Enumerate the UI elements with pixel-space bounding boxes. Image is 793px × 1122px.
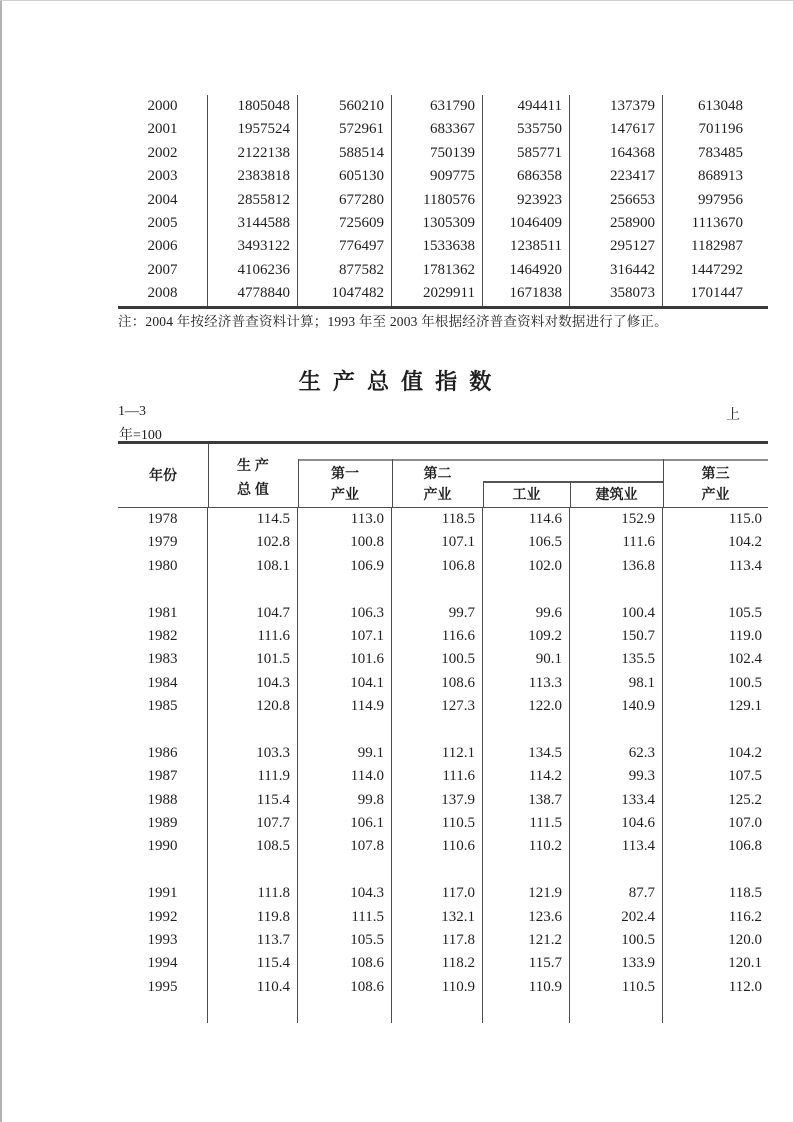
table-cell: 108.6 <box>298 952 392 975</box>
table-row <box>118 719 768 742</box>
base-note-left: 年=100 <box>119 428 162 443</box>
table-row <box>118 602 768 625</box>
table-cell: 111.9 <box>208 765 298 788</box>
table-cell: 100.5 <box>392 648 483 671</box>
table-cell: 116.6 <box>392 625 483 648</box>
table-cell: 1701447 <box>690 285 743 302</box>
table-cell: 1994 <box>118 952 208 975</box>
table-row <box>118 952 768 975</box>
table-cell: 223417 <box>570 165 663 188</box>
table-cell: 120.8 <box>208 695 298 718</box>
table-row <box>118 578 768 601</box>
table-cell: 2005 <box>118 212 208 235</box>
table-cell: 140.9 <box>570 695 663 718</box>
table-cell: 110.5 <box>392 812 483 835</box>
table-cell: 1046409 <box>483 212 570 235</box>
table-cell: 1305309 <box>392 212 483 235</box>
table-row <box>118 259 768 282</box>
table-cell: 868913 <box>698 168 743 185</box>
table-cell: 2007 <box>118 259 208 282</box>
table-row <box>118 142 768 165</box>
table-cell: 677280 <box>298 189 392 212</box>
table-cell: 631790 <box>392 95 483 118</box>
table-cell: 107.0 <box>728 815 762 832</box>
table-cell: 1985 <box>118 695 208 718</box>
table-cell: 116.2 <box>728 908 762 925</box>
table-cell: 108.6 <box>298 976 392 999</box>
table-cell: 117.8 <box>392 929 483 952</box>
table-cell: 106.9 <box>298 555 392 578</box>
table-cell <box>570 859 663 882</box>
table-cell: 164368 <box>570 142 663 165</box>
table-cell: 114.2 <box>483 765 570 788</box>
base-note-wrap-right: 上 <box>726 408 740 423</box>
table-cell: 113.4 <box>728 557 762 574</box>
table-row <box>118 648 768 671</box>
table-cell: 127.3 <box>392 695 483 718</box>
industry-box-rule <box>483 481 663 483</box>
table-cell: 111.6 <box>570 531 663 554</box>
table-cell: 110.4 <box>208 976 298 999</box>
table-cell: 4106236 <box>208 259 298 282</box>
table-cell: 1182987 <box>691 238 743 255</box>
table-cell: 686358 <box>483 165 570 188</box>
section-title: 生 产 总 值 指 数 <box>298 369 495 394</box>
table-cell: 104.2 <box>728 534 762 551</box>
table-row <box>118 929 768 952</box>
table-cell: 121.2 <box>483 929 570 952</box>
table-cell: 494411 <box>483 95 570 118</box>
table-cell <box>118 719 208 742</box>
table-cell: 909775 <box>392 165 483 188</box>
table-cell: 108.6 <box>392 672 483 695</box>
table-row <box>118 695 768 718</box>
table-cell: 122.0 <box>483 695 570 718</box>
table-row <box>118 976 768 999</box>
table-cell: 114.6 <box>483 508 570 531</box>
table-cell: 2122138 <box>208 142 298 165</box>
table-cell: 2008 <box>118 282 208 305</box>
gdp-index-table <box>118 441 768 1023</box>
table-cell: 202.4 <box>570 906 663 929</box>
table-cell: 133.9 <box>570 952 663 975</box>
table-cell: 1982 <box>118 625 208 648</box>
table-cell <box>298 999 392 1022</box>
table-cell <box>663 578 768 601</box>
table-cell: 100.5 <box>570 929 663 952</box>
table-cell: 118.2 <box>392 952 483 975</box>
table-cell <box>570 999 663 1022</box>
header-industry: 工业 <box>512 486 541 502</box>
table-cell: 107.1 <box>392 531 483 554</box>
table-cell: 256653 <box>570 189 663 212</box>
header-gdp-line2: 总 值 <box>237 481 269 497</box>
table-cell <box>483 999 570 1022</box>
table-row <box>118 999 768 1022</box>
table-cell <box>118 999 208 1022</box>
table-cell <box>570 719 663 742</box>
table-cell <box>208 999 298 1022</box>
table-row <box>118 165 768 188</box>
table-cell: 112.1 <box>392 742 483 765</box>
table-cell <box>483 719 570 742</box>
table-cell: 1238511 <box>483 235 570 258</box>
table-row <box>118 235 768 258</box>
table-cell: 133.4 <box>570 789 663 812</box>
table-cell: 101.6 <box>298 648 392 671</box>
table-cell: 99.8 <box>298 789 392 812</box>
table-cell: 103.3 <box>208 742 298 765</box>
table-cell: 1978 <box>118 508 208 531</box>
table-row <box>118 789 768 812</box>
table-cell: 99.3 <box>570 765 663 788</box>
table-cell <box>298 578 392 601</box>
table-cell: 588514 <box>298 142 392 165</box>
table-cell: 106.1 <box>298 812 392 835</box>
table-cell: 104.2 <box>728 744 762 761</box>
scan-left-edge <box>0 0 2 1122</box>
table-cell: 1464920 <box>483 259 570 282</box>
header-secondary-line2: 产业 <box>423 486 452 502</box>
table-cell: 2006 <box>118 235 208 258</box>
table-cell: 1986 <box>118 742 208 765</box>
table-cell: 107.8 <box>298 835 392 858</box>
table-cell: 105.5 <box>728 604 762 621</box>
table-cell: 923923 <box>483 189 570 212</box>
table-row <box>118 859 768 882</box>
table-cell: 1990 <box>118 835 208 858</box>
table-row <box>118 672 768 695</box>
table-cell: 137.9 <box>392 789 483 812</box>
table-cell: 560210 <box>298 95 392 118</box>
table-cell: 535750 <box>483 118 570 141</box>
table-cell: 125.2 <box>728 791 762 808</box>
table-cell: 2001 <box>118 118 208 141</box>
table-cell: 114.5 <box>208 508 298 531</box>
table-cell: 113.3 <box>483 672 570 695</box>
table-cell: 137379 <box>570 95 663 118</box>
table-cell <box>663 859 768 882</box>
table-cell: 135.5 <box>570 648 663 671</box>
table-cell <box>663 999 768 1022</box>
table-cell: 107.1 <box>298 625 392 648</box>
table-cell: 776497 <box>298 235 392 258</box>
header-primary-line1: 第一 <box>331 465 359 481</box>
table-cell: 98.1 <box>570 672 663 695</box>
table-cell: 101.5 <box>208 648 298 671</box>
table-cell <box>118 578 208 601</box>
table-cell <box>298 719 392 742</box>
table-cell: 106.8 <box>728 838 762 855</box>
table-number: 1—3 <box>118 404 146 419</box>
table-cell: 997956 <box>698 191 743 208</box>
table-cell: 62.3 <box>570 742 663 765</box>
table-cell: 106.3 <box>298 602 392 625</box>
table-cell: 1671838 <box>483 282 570 305</box>
table-cell <box>392 719 483 742</box>
table-cell <box>663 719 768 742</box>
table-cell: 152.9 <box>570 508 663 531</box>
table-cell: 877582 <box>298 259 392 282</box>
table-cell: 2004 <box>118 189 208 212</box>
table-cell: 1993 <box>118 929 208 952</box>
table-cell: 107.7 <box>208 812 298 835</box>
table-cell: 100.8 <box>298 531 392 554</box>
table-row <box>118 531 768 554</box>
table-cell <box>483 859 570 882</box>
table-cell: 120.0 <box>728 932 762 949</box>
table-cell: 1984 <box>118 672 208 695</box>
table-cell: 295127 <box>570 235 663 258</box>
table-cell: 1995 <box>118 976 208 999</box>
table-cell: 725609 <box>298 212 392 235</box>
table-cell: 99.6 <box>483 602 570 625</box>
table-cell <box>570 578 663 601</box>
table-cell: 150.7 <box>570 625 663 648</box>
table-cell: 102.4 <box>728 651 762 668</box>
table-cell: 110.9 <box>483 976 570 999</box>
table-cell <box>392 578 483 601</box>
table-cell: 104.3 <box>208 672 298 695</box>
table-cell: 2383818 <box>208 165 298 188</box>
table-cell: 115.7 <box>483 952 570 975</box>
table-cell: 102.0 <box>483 555 570 578</box>
table-cell: 100.5 <box>728 674 762 691</box>
table-caption-line <box>118 404 768 424</box>
table-cell: 111.8 <box>208 882 298 905</box>
table-cell <box>118 859 208 882</box>
table-cell: 2029911 <box>392 282 483 305</box>
table-cell: 120.1 <box>728 955 762 972</box>
table-cell: 90.1 <box>483 648 570 671</box>
table-cell: 115.4 <box>208 789 298 812</box>
table-row <box>118 189 768 212</box>
table-cell: 114.9 <box>298 695 392 718</box>
table-footnote: 注：2004 年按经济普查资料计算；1993 年至 2003 年根据经济普查资料对数据进行了修正。 <box>118 314 668 329</box>
table-cell: 1992 <box>118 906 208 929</box>
table-cell: 115.0 <box>728 511 762 527</box>
table-cell: 1981 <box>118 602 208 625</box>
gdp-value-table-continuation <box>118 95 768 309</box>
header-tertiary-line1: 第三 <box>701 465 730 481</box>
table-row <box>118 906 768 929</box>
table-cell: 1987 <box>118 765 208 788</box>
table-cell: 104.6 <box>570 812 663 835</box>
table-cell: 104.1 <box>298 672 392 695</box>
table-cell: 112.0 <box>728 978 762 995</box>
table-cell: 123.6 <box>483 906 570 929</box>
table-cell: 1991 <box>118 882 208 905</box>
table-cell: 110.5 <box>570 976 663 999</box>
table-cell: 358073 <box>570 282 663 305</box>
table-cell: 121.9 <box>483 882 570 905</box>
table-cell: 1047482 <box>298 282 392 305</box>
table-cell: 750139 <box>392 142 483 165</box>
table-cell: 605130 <box>298 165 392 188</box>
table-cell: 132.1 <box>392 906 483 929</box>
table-cell: 4778840 <box>208 282 298 305</box>
table-cell: 3144588 <box>208 212 298 235</box>
table-cell: 113.0 <box>298 508 392 531</box>
table-cell: 107.5 <box>728 768 762 785</box>
header-year: 年份 <box>149 467 177 483</box>
table-cell: 114.0 <box>298 765 392 788</box>
table-cell: 87.7 <box>570 882 663 905</box>
table-cell: 136.8 <box>570 555 663 578</box>
table-row <box>118 765 768 788</box>
table-cell: 585771 <box>483 142 570 165</box>
table-cell: 1957524 <box>208 118 298 141</box>
table-cell: 111.6 <box>392 765 483 788</box>
table-cell: 316442 <box>570 259 663 282</box>
table-cell: 258900 <box>570 212 663 235</box>
table-cell: 613048 <box>698 98 743 114</box>
table-cell <box>208 719 298 742</box>
table-cell: 138.7 <box>483 789 570 812</box>
table-cell: 110.6 <box>392 835 483 858</box>
table-cell: 99.1 <box>298 742 392 765</box>
subheader-rule <box>298 459 768 461</box>
table-cell: 1113670 <box>691 214 743 231</box>
gdp-index-table-body <box>118 508 768 1023</box>
table-cell <box>208 578 298 601</box>
table-cell: 134.5 <box>483 742 570 765</box>
table-cell: 129.1 <box>728 698 762 715</box>
table-cell: 1180576 <box>392 189 483 212</box>
table-cell: 109.2 <box>483 625 570 648</box>
header-secondary-industry <box>392 463 483 505</box>
table-cell: 115.4 <box>208 952 298 975</box>
header-primary-industry <box>298 463 392 505</box>
table-cell: 783485 <box>698 144 743 161</box>
table-cell: 2003 <box>118 165 208 188</box>
table-cell <box>208 859 298 882</box>
table-cell: 104.3 <box>298 882 392 905</box>
table-row <box>118 508 768 531</box>
table-cell: 572961 <box>298 118 392 141</box>
header-tertiary-line2: 产业 <box>701 486 730 502</box>
table-cell: 1980 <box>118 555 208 578</box>
table-cell: 118.5 <box>392 508 483 531</box>
table-cell: 102.8 <box>208 531 298 554</box>
table-cell: 111.6 <box>208 625 298 648</box>
table-cell: 105.5 <box>298 929 392 952</box>
table-cell: 1979 <box>118 531 208 554</box>
table-cell: 111.5 <box>483 812 570 835</box>
table-cell: 1805048 <box>208 95 298 118</box>
table-cell: 1983 <box>118 648 208 671</box>
table-cell <box>298 859 392 882</box>
gdp-value-table-body <box>118 95 768 306</box>
header-primary-line2: 产业 <box>331 486 359 502</box>
table-cell: 99.7 <box>392 602 483 625</box>
header-construction: 建筑业 <box>595 486 638 502</box>
table-cell: 1447292 <box>690 261 743 278</box>
table-row <box>118 835 768 858</box>
table-row <box>118 742 768 765</box>
table-cell: 119.0 <box>728 627 762 644</box>
table-row <box>118 212 768 235</box>
table-cell <box>392 859 483 882</box>
table-cell: 106.5 <box>483 531 570 554</box>
table-row <box>118 118 768 141</box>
table-cell: 683367 <box>392 118 483 141</box>
table-cell: 1533638 <box>392 235 483 258</box>
table-row <box>118 812 768 835</box>
header-gdp-line1: 生 产 <box>237 457 269 473</box>
scan-top-edge <box>0 0 793 1</box>
table-cell <box>392 999 483 1022</box>
table-cell: 117.0 <box>392 882 483 905</box>
table-cell: 1988 <box>118 789 208 812</box>
gdp-index-table-header <box>118 441 768 508</box>
table-cell: 108.5 <box>208 835 298 858</box>
table-row <box>118 882 768 905</box>
header-tertiary-industry <box>663 463 768 505</box>
table-row <box>118 625 768 648</box>
table-cell: 104.7 <box>208 602 298 625</box>
table-cell: 106.8 <box>392 555 483 578</box>
table-cell: 111.5 <box>298 906 392 929</box>
table-cell: 100.4 <box>570 602 663 625</box>
table-row <box>118 95 768 118</box>
table-cell: 110.2 <box>483 835 570 858</box>
table-cell: 2000 <box>118 95 208 118</box>
table-cell: 3493122 <box>208 235 298 258</box>
table-cell: 118.5 <box>728 885 762 902</box>
header-secondary-line1: 第二 <box>423 465 452 481</box>
table-cell: 113.4 <box>570 835 663 858</box>
table-cell: 2002 <box>118 142 208 165</box>
table-cell: 147617 <box>570 118 663 141</box>
table-cell: 113.7 <box>208 929 298 952</box>
table-cell: 110.9 <box>392 976 483 999</box>
table-cell <box>483 578 570 601</box>
table-cell: 1989 <box>118 812 208 835</box>
table-cell: 108.1 <box>208 555 298 578</box>
table-row <box>118 282 768 305</box>
table-row <box>118 555 768 578</box>
table-cell: 119.8 <box>208 906 298 929</box>
table-cell: 2855812 <box>208 189 298 212</box>
table-cell: 1781362 <box>392 259 483 282</box>
table-cell: 701196 <box>698 121 743 138</box>
header-gdp <box>208 453 298 501</box>
